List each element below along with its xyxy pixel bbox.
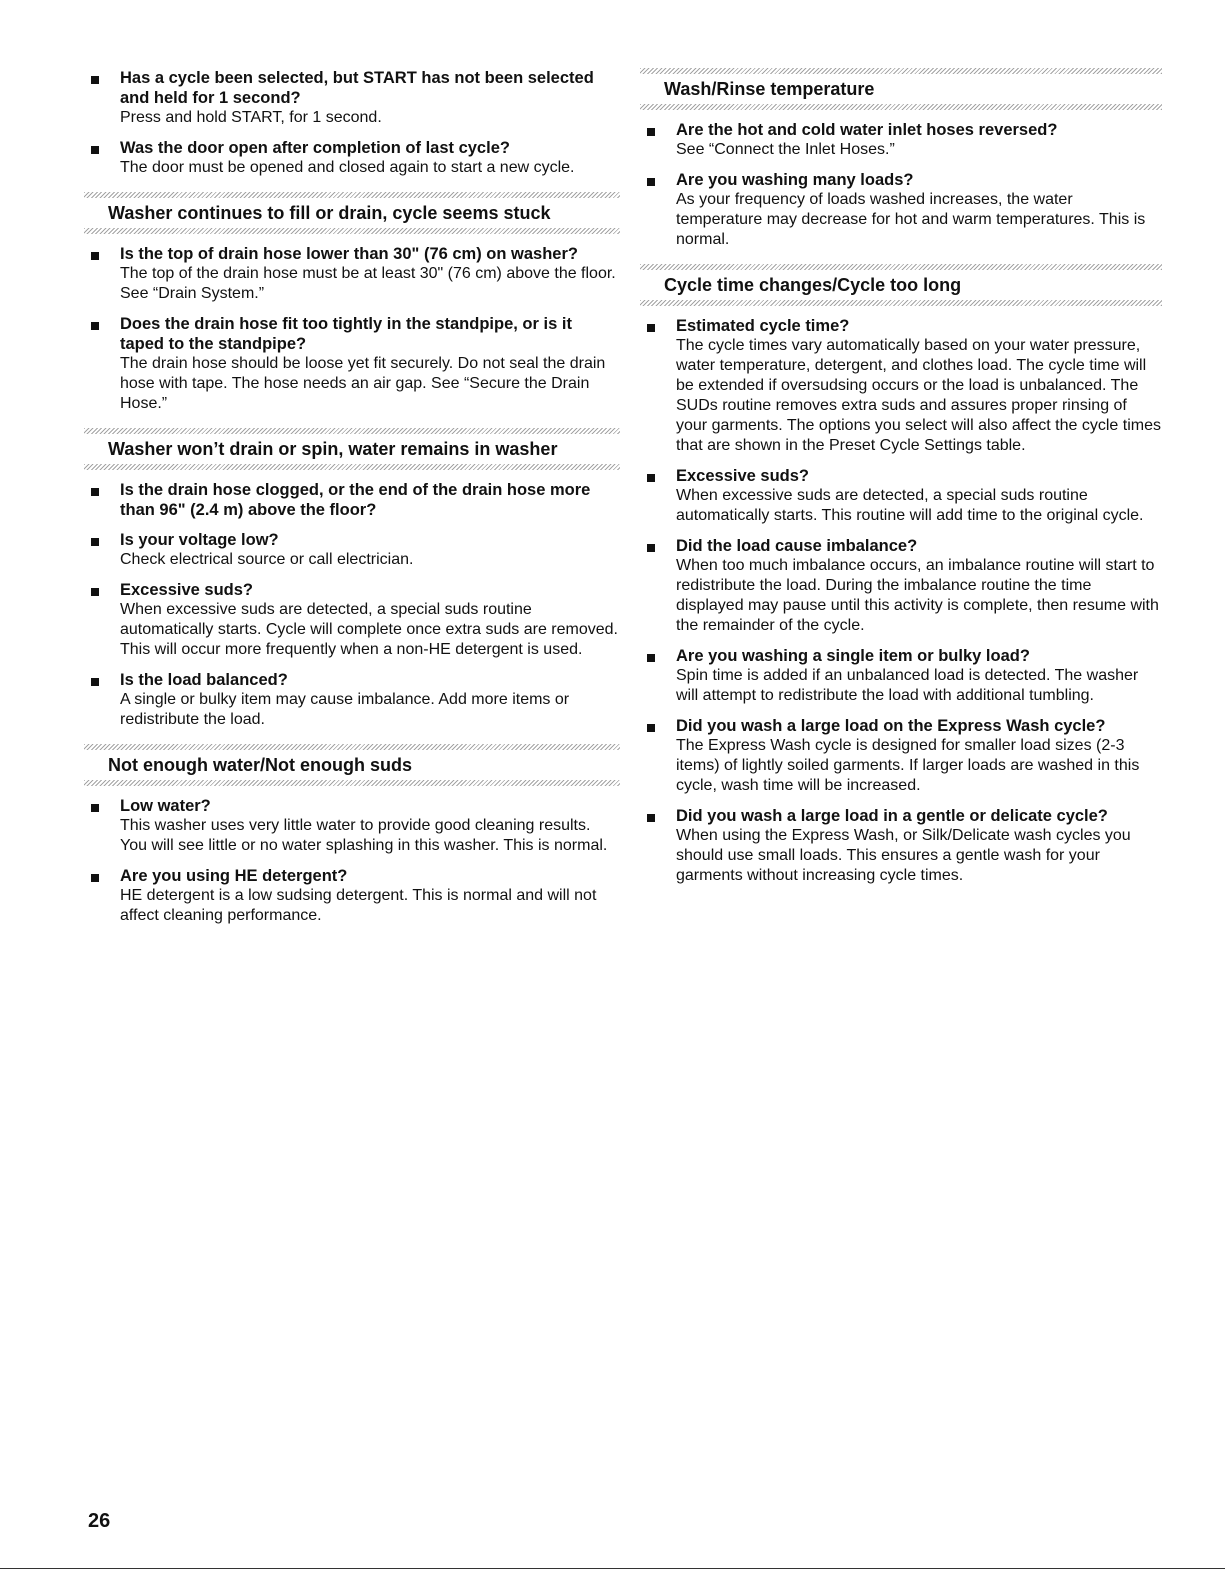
answer: When using the Express Wash, or Silk/Delicate wash cycles you should use small loads. This ensures a gentle wash for your garments without increasing cycle times. bbox=[676, 827, 1131, 884]
bullet-icon bbox=[91, 874, 99, 882]
question: Did you wash a large load in a gentle or delicate cycle? bbox=[676, 807, 1108, 825]
hatched-rule bbox=[84, 780, 620, 786]
answer: The door must be opened and closed again to start a new cycle. bbox=[120, 159, 575, 176]
hatched-rule bbox=[640, 300, 1162, 306]
hatched-rule bbox=[84, 464, 620, 470]
list-item bbox=[640, 536, 1162, 636]
list-item bbox=[84, 244, 620, 304]
list-item bbox=[640, 806, 1162, 886]
bullet-icon bbox=[647, 814, 655, 822]
question: Are you washing a single item or bulky load? bbox=[676, 647, 1030, 665]
section-title: Not enough water/Not enough suds bbox=[108, 755, 412, 775]
question: Are you using HE detergent? bbox=[120, 867, 348, 885]
hatched-rule bbox=[640, 68, 1162, 74]
bullet-icon bbox=[91, 804, 99, 812]
list-item bbox=[640, 646, 1162, 706]
list-item bbox=[84, 796, 620, 856]
section-title: Washer won’t drain or spin, water remains in washer bbox=[108, 439, 558, 459]
list-item bbox=[84, 138, 620, 178]
answer: The Express Wash cycle is designed for smaller load sizes (2-3 items) of lightly soiled garments. If larger loads are washed in this cycle, wash time will be increased. bbox=[676, 737, 1140, 794]
bullet-icon bbox=[647, 544, 655, 552]
answer: Press and hold START, for 1 second. bbox=[120, 109, 382, 126]
hatched-rule bbox=[640, 104, 1162, 110]
question: Is the load balanced? bbox=[120, 671, 288, 689]
bullet-icon bbox=[647, 324, 655, 332]
answer: Spin time is added if an unbalanced load is detected. The washer will attempt to redistribute the load with additional tumbling. bbox=[676, 667, 1139, 704]
question: Has a cycle been selected, but START has not been selected and held for 1 second? bbox=[120, 69, 594, 107]
left-column bbox=[84, 68, 620, 936]
answer: Check electrical source or call electrician. bbox=[120, 551, 414, 568]
list-item bbox=[84, 670, 620, 730]
question: Excessive suds? bbox=[120, 581, 253, 599]
question: Does the drain hose fit too tightly in the standpipe, or is it taped to the standpipe? bbox=[120, 315, 572, 353]
list-item bbox=[84, 68, 620, 128]
bullet-icon bbox=[91, 252, 99, 260]
bullet-icon bbox=[91, 76, 99, 84]
bullet-icon bbox=[647, 128, 655, 136]
section-header bbox=[84, 428, 620, 470]
answer: When excessive suds are detected, a special suds routine automatically starts. This routine will add time to the original cycle. bbox=[676, 487, 1144, 524]
section-title: Cycle time changes/Cycle too long bbox=[664, 275, 962, 295]
list-item bbox=[84, 530, 620, 570]
page-number: 26 bbox=[88, 1510, 111, 1532]
answer: When excessive suds are detected, a special suds routine automatically starts. Cycle will complete once extra suds are removed. This will occur more frequently when a non-HE detergent is used. bbox=[120, 601, 618, 658]
bullet-icon bbox=[91, 588, 99, 596]
answer: As your frequency of loads washed increases, the water temperature may decrease for hot and warm temperatures. This is normal. bbox=[676, 191, 1146, 248]
list-item bbox=[84, 866, 620, 926]
list-item bbox=[84, 580, 620, 660]
section-header bbox=[640, 68, 1162, 110]
question: Is your voltage low? bbox=[120, 531, 279, 549]
hatched-rule bbox=[84, 192, 620, 198]
list-item bbox=[640, 716, 1162, 796]
question: Is the top of drain hose lower than 30" (76 cm) on washer? bbox=[120, 245, 578, 263]
list-item bbox=[84, 480, 620, 520]
section-header bbox=[84, 192, 620, 234]
bullet-icon bbox=[91, 538, 99, 546]
list-item bbox=[640, 316, 1162, 456]
right-column bbox=[640, 68, 1162, 896]
list-item bbox=[640, 120, 1162, 160]
question: Is the drain hose clogged, or the end of the drain hose more than 96" (2.4 m) above the floor? bbox=[120, 481, 591, 519]
bullet-icon bbox=[91, 488, 99, 496]
question: Did the load cause imbalance? bbox=[676, 537, 918, 555]
list-item bbox=[640, 170, 1162, 250]
section-header bbox=[640, 264, 1162, 306]
answer: A single or bulky item may cause imbalance. Add more items or redistribute the load. bbox=[120, 691, 570, 728]
section-title: Wash/Rinse temperature bbox=[664, 79, 875, 99]
question: Are you washing many loads? bbox=[676, 171, 914, 189]
bullet-icon bbox=[647, 178, 655, 186]
question: Did you wash a large load on the Express Wash cycle? bbox=[676, 717, 1106, 735]
bullet-icon bbox=[91, 678, 99, 686]
answer: The drain hose should be loose yet fit securely. Do not seal the drain hose with tape. The hose needs an air gap. See “Secure the Drain Hose.” bbox=[120, 355, 606, 412]
hatched-rule bbox=[84, 428, 620, 434]
question: Estimated cycle time? bbox=[676, 317, 850, 335]
list-item bbox=[84, 314, 620, 414]
question: Are the hot and cold water inlet hoses reversed? bbox=[676, 121, 1058, 139]
question: Was the door open after completion of last cycle? bbox=[120, 139, 510, 157]
list-item bbox=[640, 466, 1162, 526]
hatched-rule bbox=[84, 744, 620, 750]
answer: When too much imbalance occurs, an imbalance routine will start to redistribute the load. During the imbalance routine the time displayed may pause until this activity is complete, then resume with the remainder of the cycle. bbox=[676, 557, 1159, 634]
bullet-icon bbox=[91, 146, 99, 154]
question: Excessive suds? bbox=[676, 467, 809, 485]
section-title: Washer continues to fill or drain, cycle seems stuck bbox=[108, 203, 551, 223]
bullet-icon bbox=[647, 654, 655, 662]
section-header bbox=[84, 744, 620, 786]
answer: See “Connect the Inlet Hoses.” bbox=[676, 141, 895, 158]
bullet-icon bbox=[91, 322, 99, 330]
question: Low water? bbox=[120, 797, 211, 815]
answer: This washer uses very little water to provide good cleaning results. You will see little or no water splashing in this washer. This is normal. bbox=[120, 817, 608, 854]
answer: The top of the drain hose must be at least 30" (76 cm) above the floor. See “Drain System.” bbox=[120, 265, 616, 302]
hatched-rule bbox=[84, 228, 620, 234]
page-divider bbox=[0, 1568, 1225, 1569]
answer: HE detergent is a low sudsing detergent. This is normal and will not affect cleaning performance. bbox=[120, 887, 597, 924]
hatched-rule bbox=[640, 264, 1162, 270]
bullet-icon bbox=[647, 474, 655, 482]
answer: The cycle times vary automatically based on your water pressure, water temperature, detergent, and clothes load. The cycle time will be extended if oversudsing occurs or the load is unbalanced. The SUDs routine removes extra suds and assures proper rinsing of your garments. The options you select will also affect the cycle times that are shown in the Preset Cycle Settings table. bbox=[676, 337, 1161, 454]
bullet-icon bbox=[647, 724, 655, 732]
